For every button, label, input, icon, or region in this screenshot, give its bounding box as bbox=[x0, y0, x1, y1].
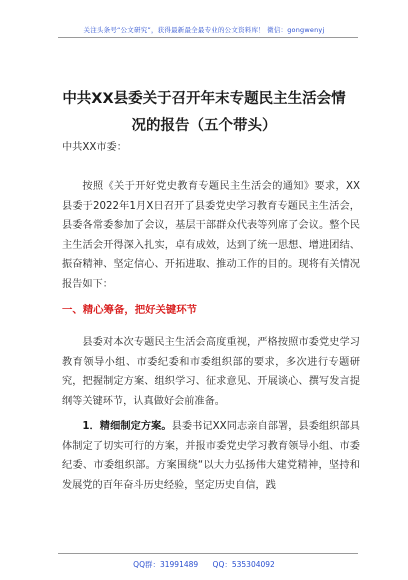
section-heading: 一、精心筹备，把好关键环节 bbox=[62, 304, 198, 316]
paragraph-intro: 按照《关于开好党史教育专题民主生活会的通知》要求，XX县委于2022年1月X日召开了县委党史学习教育专题民主生活会，县委各常委参加了会议，基层干部群众代表等列席了会议。整个民主生活会开得深入扎实，卓有成效，达到了统一思想、增进团结、振奋精神、坚定信心、开拓进取、推动工作的目的。现将有关情况报告如下： bbox=[62, 181, 360, 290]
page-header: 关注头条号“公文研究”，获得最新最全最专业的公文资料库！ 微信：gongwenyj bbox=[83, 26, 325, 34]
page-footer bbox=[0, 559, 408, 570]
paragraph-preparation: 县委对本次专题民主生活会高度重视，严格按照市委党史学习教育领导小组、市委纪委和市委组织部的要求，多次进行专题研究，把握制定方案、组织学习、征求意见、开展谈心、撰写发言提纲等关键环节，认真做好会前准备。 bbox=[62, 337, 360, 407]
salutation: 中共XX市委： bbox=[62, 142, 127, 153]
paragraph-plan-body: 县委书记XX同志亲自部署，县委组织部具体制定了切实可行的方案，并报市委党史学习教育领导小组、市委纪委、市委组织部。方案围绕“以大力弘扬伟大建党精神，坚持和发展党的百年奋斗历史经验，坚定历史自信，践 bbox=[62, 421, 360, 491]
paragraph-plan-lead: 1．精细制定方案。 bbox=[82, 421, 172, 432]
document-title bbox=[40, 86, 368, 140]
paragraph-plan bbox=[62, 417, 360, 495]
footer-divider bbox=[58, 553, 358, 554]
title-line-1: 中共XX县委关于召开年末专题民主生活会情 bbox=[62, 91, 346, 107]
header-divider bbox=[58, 37, 358, 38]
footer-qq: QQ：535304092 bbox=[212, 560, 275, 569]
title-line-2: 况的报告（五个带头） bbox=[131, 118, 277, 134]
footer-qq-group: QQ群：31991489 bbox=[133, 560, 199, 569]
